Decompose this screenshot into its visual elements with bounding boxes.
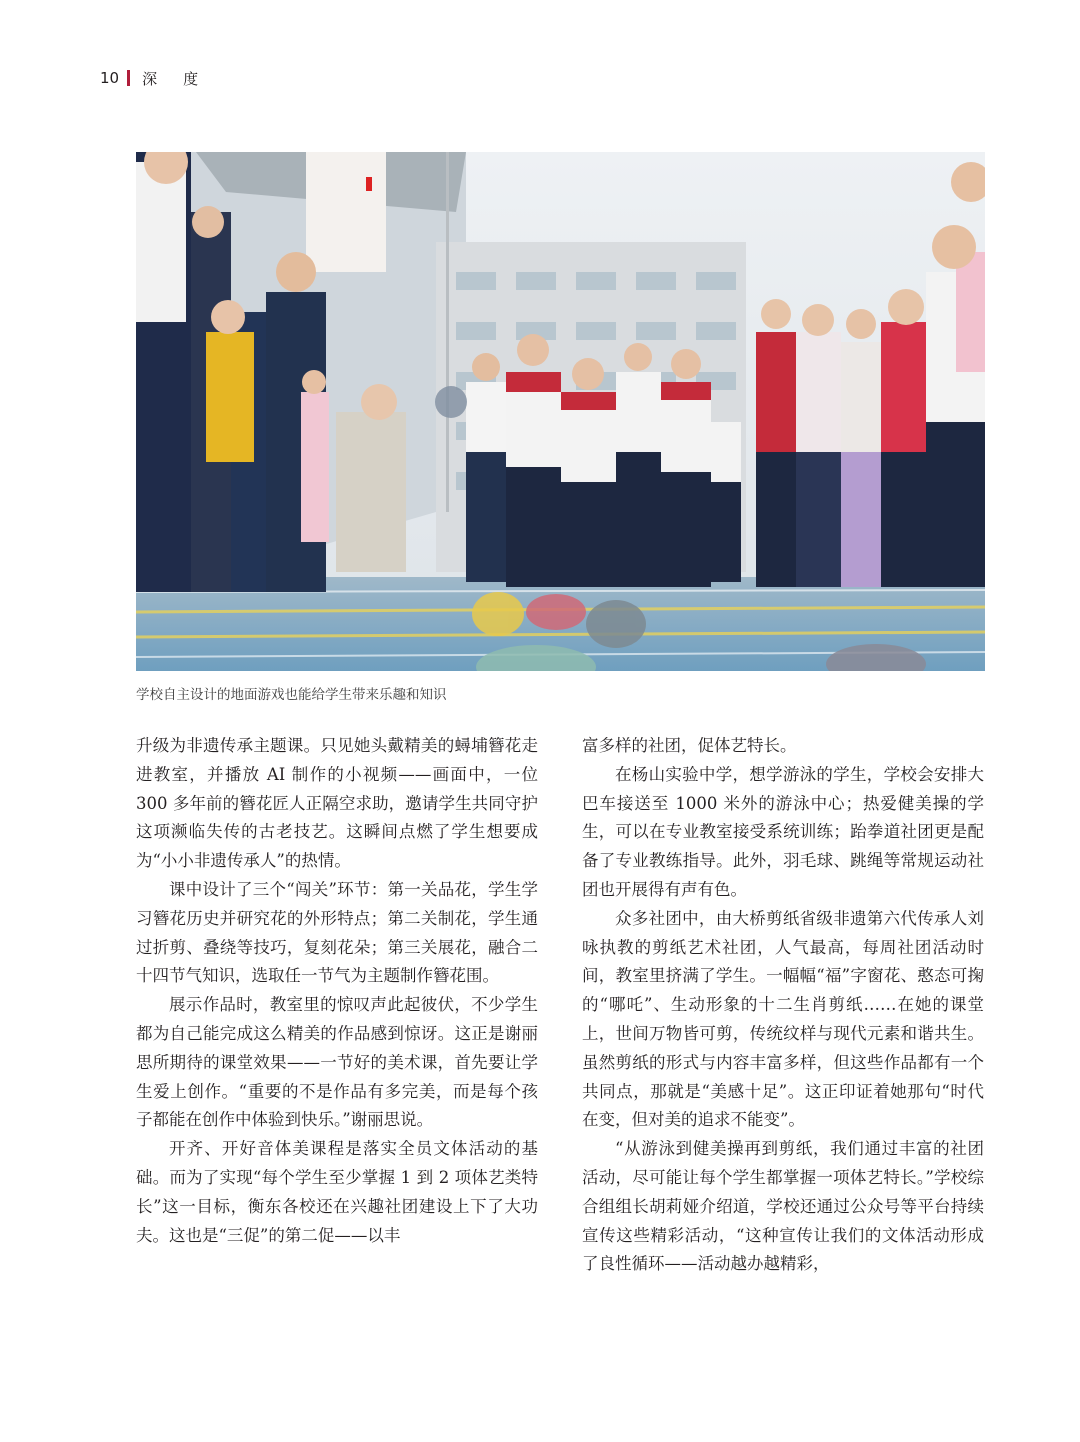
page-number: 10: [100, 69, 120, 87]
photo-illustration: [136, 152, 985, 671]
paragraph: 众多社团中，由大桥剪纸省级非遗第六代传承人刘咏执教的剪纸艺术社团，人气最高，每周社团活动时间，教室里挤满了学生。一幅幅“福”字窗花、憨态可掬的“哪吒”、生动形象的十二生肖剪纸……在她的课堂上，世间万物皆可剪，传统纹样与现代元素和谐共生。虽然剪纸的形式与内容丰富多样，但这些作品都有一个共同点，那就是“美感十足”。这正印证着她那句“时代在变，但对美的追求不能变”。: [582, 908, 984, 1130]
text-column-left: [136, 732, 538, 1250]
page-header: [100, 66, 224, 90]
paragraph: 富多样的社团，促体艺特长。: [582, 736, 797, 755]
paragraph: “从游泳到健美操再到剪纸，我们通过丰富的社团活动，尽可能让每个学生都掌握一项体艺特长。”学校综合组组长胡莉娅介绍道，学校还通过公众号等平台持续宣传这些精彩活动，“这种宣传让我们的文体活动形成了良性循环——活动越办越精彩，: [582, 1139, 984, 1274]
text-column-right: [582, 732, 984, 1279]
paragraph: 开齐、开好音体美课程是落实全员文体活动的基础。而为了实现“每个学生至少掌握 1 到 2 项体艺类特长”这一目标，衡东各校还在兴趣社团建设上下了大功夫。这也是“三促”的第二促——以丰: [136, 1139, 538, 1245]
paragraph: 课中设计了三个“闯关”环节：第一关品花，学生学习簪花历史并研究花的外形特点；第二关制花，学生通过折剪、叠绕等技巧，复刻花朵；第三关展花，融合二十四节气知识，选取任一节气为主题制作簪花围。: [136, 879, 538, 986]
feature-photo: [136, 152, 985, 671]
paragraph: 展示作品时，教室里的惊叹声此起彼伏，不少学生都为自己能完成这么精美的作品感到惊讶。这正是谢丽思所期待的课堂效果——一节好的美术课，首先要让学生爱上创作。“重要的不是作品有多完美，而是每个孩子都能在创作中体验到快乐。”谢丽思说。: [136, 995, 538, 1130]
header-divider-bar: [127, 70, 130, 86]
section-title: 深度: [142, 69, 225, 88]
paragraph: 升级为非遗传承主题课。只见她头戴精美的蟳埔簪花走进教室，并播放 AI 制作的小视频——画面中，一位 300 多年前的簪花匠人正隔空求助，邀请学生共同守护这项濒临失传的古老技艺。这瞬间点燃了学生想要成为“小小非遗传承人”的热情。: [136, 736, 538, 871]
paragraph: 在杨山实验中学，想学游泳的学生，学校会安排大巴车接送至 1000 米外的游泳中心；热爱健美操的学生，可以在专业教室接受系统训练；跆拳道社团更是配备了专业教练指导。此外，羽毛球、跳绳等常规运动社团也开展得有声有色。: [582, 764, 984, 899]
photo-caption: 学校自主设计的地面游戏也能给学生带来乐趣和知识: [136, 687, 447, 703]
